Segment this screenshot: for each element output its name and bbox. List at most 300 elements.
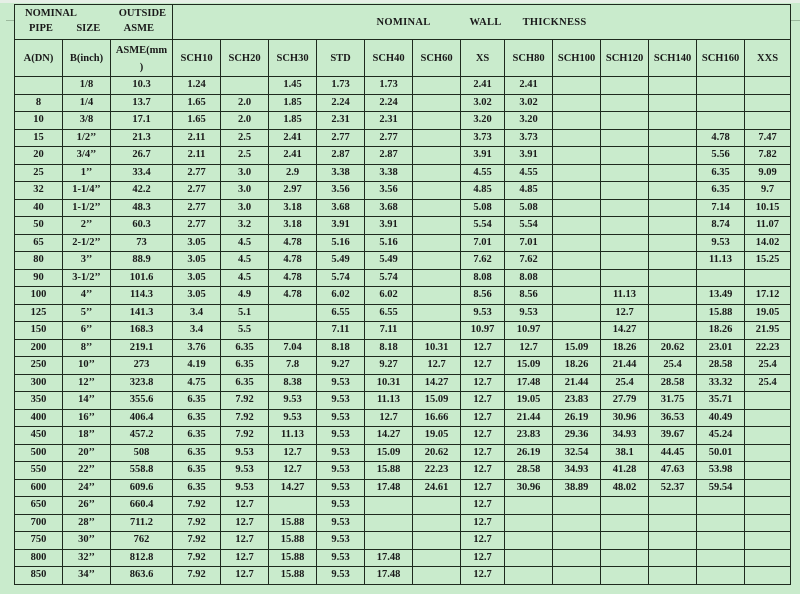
table-cell: 12.7 — [461, 462, 505, 480]
table-cell: 5.49 — [365, 252, 413, 270]
table-cell — [601, 234, 649, 252]
table-cell: 2.11 — [173, 129, 221, 147]
table-cell — [413, 514, 461, 532]
table-cell: 12.7 — [461, 409, 505, 427]
table-cell: 9.53 — [317, 532, 365, 550]
column-header: SCH60 — [413, 40, 461, 77]
table-cell — [553, 77, 601, 95]
table-cell: 40 — [15, 199, 63, 217]
table-cell: 1/8 — [63, 77, 111, 95]
table-row — [15, 129, 791, 147]
table-cell: 10.31 — [365, 374, 413, 392]
table-row — [15, 479, 791, 497]
table-row — [15, 147, 791, 165]
table-cell: 19.05 — [413, 427, 461, 445]
header-word: WALL — [469, 16, 502, 28]
table-cell: 34.93 — [601, 427, 649, 445]
table-cell — [413, 164, 461, 182]
table-cell — [553, 112, 601, 130]
table-cell: 1/2’’ — [63, 129, 111, 147]
table-cell: 8 — [15, 94, 63, 112]
table-cell: 150 — [15, 322, 63, 340]
table-cell: 12.7 — [461, 479, 505, 497]
table-cell — [365, 532, 413, 550]
table-cell: 28’’ — [63, 514, 111, 532]
table-cell: 21.44 — [601, 357, 649, 375]
table-cell: 6.35 — [697, 182, 745, 200]
table-cell: 12.7 — [461, 357, 505, 375]
table-cell: 44.45 — [649, 444, 697, 462]
table-row — [15, 444, 791, 462]
table-cell: 2.77 — [173, 164, 221, 182]
table-cell — [413, 129, 461, 147]
table-cell — [413, 252, 461, 270]
table-cell — [601, 182, 649, 200]
table-cell: 2.5 — [221, 147, 269, 165]
table-cell: 9.53 — [697, 234, 745, 252]
table-cell: 12.7 — [461, 549, 505, 567]
table-cell: 27.79 — [601, 392, 649, 410]
table-cell: 5.5 — [221, 322, 269, 340]
table-cell: 15.09 — [553, 339, 601, 357]
table-cell: 1.85 — [269, 94, 317, 112]
table-cell: 34’’ — [63, 567, 111, 585]
table-row — [15, 182, 791, 200]
table-cell: 9.53 — [317, 427, 365, 445]
table-cell: 8.08 — [505, 269, 553, 287]
table-cell: 5.74 — [317, 269, 365, 287]
table-cell: 9.53 — [317, 444, 365, 462]
table-cell — [745, 514, 791, 532]
table-cell: 2.24 — [317, 94, 365, 112]
table-cell: 8.38 — [269, 374, 317, 392]
header-line-1 — [15, 6, 172, 21]
table-cell: 4.5 — [221, 234, 269, 252]
table-cell: 12.7 — [461, 392, 505, 410]
table-cell: 5’’ — [63, 304, 111, 322]
table-row — [15, 427, 791, 445]
table-cell — [413, 269, 461, 287]
table-cell: 60.3 — [111, 217, 173, 235]
table-cell — [697, 549, 745, 567]
table-cell — [505, 532, 553, 550]
table-cell: 4.78 — [269, 287, 317, 305]
table-cell — [601, 252, 649, 270]
table-cell: 25 — [15, 164, 63, 182]
table-cell — [553, 252, 601, 270]
header-word: PIPE — [29, 23, 53, 34]
column-header: SCH30 — [269, 40, 317, 77]
table-cell — [649, 164, 697, 182]
table-cell — [745, 409, 791, 427]
table-row — [15, 287, 791, 305]
table-row — [15, 269, 791, 287]
table-cell: 1.65 — [173, 112, 221, 130]
table-cell: 200 — [15, 339, 63, 357]
table-cell: 14.27 — [601, 322, 649, 340]
table-cell: 7.82 — [745, 147, 791, 165]
table-cell: 3.38 — [317, 164, 365, 182]
table-cell: 5.16 — [365, 234, 413, 252]
table-cell: 3.05 — [173, 252, 221, 270]
table-cell: 2-1/2’’ — [63, 234, 111, 252]
table-cell: 19.05 — [505, 392, 553, 410]
table-cell: 2.87 — [365, 147, 413, 165]
table-cell — [649, 217, 697, 235]
table-cell: 1.73 — [317, 77, 365, 95]
table-cell: 457.2 — [111, 427, 173, 445]
table-cell: 5.1 — [221, 304, 269, 322]
table-cell: 15.88 — [365, 462, 413, 480]
table-row — [15, 164, 791, 182]
table-cell: 15.88 — [269, 532, 317, 550]
table-cell: 21.95 — [745, 322, 791, 340]
table-cell: 26’’ — [63, 497, 111, 515]
table-cell: 32.54 — [553, 444, 601, 462]
table-cell: 1.85 — [269, 112, 317, 130]
table-row — [15, 514, 791, 532]
table-cell — [413, 549, 461, 567]
table-cell — [221, 77, 269, 95]
table-cell: 650 — [15, 497, 63, 515]
table-cell: 9.53 — [269, 392, 317, 410]
table-cell: 88.9 — [111, 252, 173, 270]
table-cell: 7.92 — [221, 392, 269, 410]
table-cell: 14.02 — [745, 234, 791, 252]
table-cell: 1.65 — [173, 94, 221, 112]
table-cell: 4.5 — [221, 269, 269, 287]
table-cell: 125 — [15, 304, 63, 322]
table-cell — [697, 112, 745, 130]
table-cell: 7.04 — [269, 339, 317, 357]
table-cell — [745, 269, 791, 287]
table-cell: 9.53 — [317, 374, 365, 392]
table-cell: 10.97 — [505, 322, 553, 340]
table-cell: 8’’ — [63, 339, 111, 357]
table-cell: 9.53 — [221, 444, 269, 462]
table-cell: 4.85 — [461, 182, 505, 200]
table-cell: 12’’ — [63, 374, 111, 392]
table-cell: 9.53 — [269, 409, 317, 427]
table-cell: 12.7 — [221, 549, 269, 567]
table-cell: 8.18 — [365, 339, 413, 357]
table-cell — [553, 147, 601, 165]
table-cell: 2.11 — [173, 147, 221, 165]
table-cell — [553, 129, 601, 147]
table-cell: 700 — [15, 514, 63, 532]
table-cell: 3.68 — [365, 199, 413, 217]
table-cell: 2.77 — [173, 217, 221, 235]
table-cell: 3.68 — [317, 199, 365, 217]
table-cell: 50 — [15, 217, 63, 235]
column-header: XS — [461, 40, 505, 77]
table-row — [15, 392, 791, 410]
nominal-wall-thickness-header — [173, 5, 791, 40]
table-cell: 5.49 — [317, 252, 365, 270]
table-cell: 12.7 — [601, 304, 649, 322]
table-cell: 20.62 — [413, 444, 461, 462]
table-cell: 2.41 — [269, 129, 317, 147]
table-cell: 35.71 — [697, 392, 745, 410]
table-cell: 34.93 — [553, 462, 601, 480]
table-cell — [697, 532, 745, 550]
table-cell: 4.78 — [269, 234, 317, 252]
table-cell: 6.02 — [365, 287, 413, 305]
table-cell: 25.4 — [745, 357, 791, 375]
table-cell: 6.35 — [697, 164, 745, 182]
table-cell: 6.35 — [221, 357, 269, 375]
table-cell: 42.2 — [111, 182, 173, 200]
table-cell — [745, 567, 791, 585]
table-cell — [601, 94, 649, 112]
table-row — [15, 497, 791, 515]
table-cell: 28.58 — [505, 462, 553, 480]
table-cell: 2.41 — [505, 77, 553, 95]
header-word: THICKNESS — [522, 16, 587, 28]
table-cell: 20.62 — [649, 339, 697, 357]
table-cell: 850 — [15, 567, 63, 585]
table-cell: 7.01 — [461, 234, 505, 252]
table-cell: 73 — [111, 234, 173, 252]
table-cell — [553, 287, 601, 305]
table-cell — [697, 77, 745, 95]
table-cell — [601, 199, 649, 217]
table-cell — [413, 199, 461, 217]
table-cell: 6.35 — [173, 392, 221, 410]
table-cell: 50.01 — [697, 444, 745, 462]
table-cell — [649, 199, 697, 217]
table-row — [15, 357, 791, 375]
table-cell: 17.1 — [111, 112, 173, 130]
table-cell: 273 — [111, 357, 173, 375]
table-cell: 53.98 — [697, 462, 745, 480]
table-cell: 12.7 — [221, 497, 269, 515]
table-row — [15, 199, 791, 217]
table-cell: 12.7 — [221, 532, 269, 550]
table-cell: 15.25 — [745, 252, 791, 270]
table-cell: 12.7 — [461, 532, 505, 550]
table-cell: 21.3 — [111, 129, 173, 147]
table-cell: 16.66 — [413, 409, 461, 427]
table-cell — [649, 252, 697, 270]
table-cell: 3.91 — [317, 217, 365, 235]
table-cell: 15 — [15, 129, 63, 147]
table-cell: 114.3 — [111, 287, 173, 305]
table-cell: 800 — [15, 549, 63, 567]
table-cell: 13.49 — [697, 287, 745, 305]
table-cell: 6.35 — [173, 427, 221, 445]
column-header: SCH40 — [365, 40, 413, 77]
table-cell — [649, 567, 697, 585]
table-cell: 9.53 — [317, 392, 365, 410]
table-cell: 12.7 — [505, 339, 553, 357]
table-cell: 22.23 — [413, 462, 461, 480]
table-cell: 9.53 — [317, 567, 365, 585]
table-cell: 2.5 — [221, 129, 269, 147]
table-cell: 7.92 — [173, 549, 221, 567]
table-cell: 12.7 — [365, 409, 413, 427]
table-cell: 29.36 — [553, 427, 601, 445]
table-cell: 47.63 — [649, 462, 697, 480]
table-cell — [413, 112, 461, 130]
table-cell: 3.91 — [505, 147, 553, 165]
table-cell: 3.76 — [173, 339, 221, 357]
table-cell — [505, 549, 553, 567]
table-cell: 3.18 — [269, 199, 317, 217]
table-cell: 6.35 — [221, 374, 269, 392]
table-cell: 323.8 — [111, 374, 173, 392]
table-cell — [601, 77, 649, 95]
table-cell — [553, 199, 601, 217]
table-body — [15, 77, 791, 585]
table-cell: 4.5 — [221, 252, 269, 270]
table-cell: 14.27 — [413, 374, 461, 392]
table-row — [15, 462, 791, 480]
table-cell: 20 — [15, 147, 63, 165]
column-header: SCH10 — [173, 40, 221, 77]
table-cell: 3.05 — [173, 287, 221, 305]
table-cell: 3.05 — [173, 234, 221, 252]
table-cell: 2.77 — [173, 182, 221, 200]
table-cell — [365, 497, 413, 515]
table-cell: 12.7 — [461, 514, 505, 532]
table-cell: 9.53 — [317, 497, 365, 515]
table-cell — [697, 94, 745, 112]
table-cell — [697, 497, 745, 515]
table-cell: 5.08 — [461, 199, 505, 217]
table-cell — [553, 567, 601, 585]
table-cell: 9.53 — [317, 549, 365, 567]
table-cell — [553, 182, 601, 200]
table-cell: 141.3 — [111, 304, 173, 322]
table-cell — [649, 234, 697, 252]
table-cell: 3.73 — [505, 129, 553, 147]
table-cell: 1.24 — [173, 77, 221, 95]
table-cell: 12.7 — [461, 374, 505, 392]
header-line-2 — [15, 21, 172, 36]
table-cell: 18.26 — [697, 322, 745, 340]
table-cell: 3.2 — [221, 217, 269, 235]
table-cell: 4.75 — [173, 374, 221, 392]
table-cell: 22’’ — [63, 462, 111, 480]
table-cell: 12.7 — [413, 357, 461, 375]
table-cell: 6.55 — [317, 304, 365, 322]
table-cell: 3.0 — [221, 164, 269, 182]
table-cell — [745, 462, 791, 480]
table-cell — [649, 112, 697, 130]
table-cell: 355.6 — [111, 392, 173, 410]
table-cell — [745, 94, 791, 112]
header-word: OUTSIDE — [118, 8, 167, 19]
table-cell: 14.27 — [365, 427, 413, 445]
table-cell — [649, 532, 697, 550]
table-cell — [745, 497, 791, 515]
table-cell: 609.6 — [111, 479, 173, 497]
pipe-wall-thickness-table — [14, 4, 791, 585]
table-cell — [269, 322, 317, 340]
header-word: NOMINAL — [25, 8, 77, 19]
table-cell: 9.53 — [505, 304, 553, 322]
table-cell: 65 — [15, 234, 63, 252]
table-cell: 3’’ — [63, 252, 111, 270]
column-header: SCH120 — [601, 40, 649, 77]
table-cell — [553, 532, 601, 550]
table-cell — [413, 322, 461, 340]
table-cell: 3-1/2’’ — [63, 269, 111, 287]
table-cell: 3.56 — [365, 182, 413, 200]
table-cell: 10.15 — [745, 199, 791, 217]
table-cell: 3.73 — [461, 129, 505, 147]
table-cell: 23.83 — [505, 427, 553, 445]
table-row — [15, 217, 791, 235]
table-cell: 3.38 — [365, 164, 413, 182]
table-cell: 45.24 — [697, 427, 745, 445]
table-cell: 32’’ — [63, 549, 111, 567]
table-row — [15, 532, 791, 550]
table-cell: 59.54 — [697, 479, 745, 497]
table-cell — [745, 532, 791, 550]
table-cell: 9.53 — [317, 479, 365, 497]
table-cell: 12.7 — [269, 444, 317, 462]
table-row — [15, 112, 791, 130]
table-cell: 10’’ — [63, 357, 111, 375]
table-cell: 10.97 — [461, 322, 505, 340]
table-cell: 2.31 — [365, 112, 413, 130]
table-cell: 9.27 — [365, 357, 413, 375]
table-cell: 2.97 — [269, 182, 317, 200]
table-cell — [413, 532, 461, 550]
table-cell — [553, 304, 601, 322]
table-cell — [745, 392, 791, 410]
table-cell: 12.7 — [461, 427, 505, 445]
table-cell: 5.54 — [505, 217, 553, 235]
table-cell: 3.0 — [221, 182, 269, 200]
table-cell: 30’’ — [63, 532, 111, 550]
table-cell: 9.7 — [745, 182, 791, 200]
table-cell: 2.24 — [365, 94, 413, 112]
table-cell — [413, 217, 461, 235]
table-cell — [697, 567, 745, 585]
table-cell: 7.47 — [745, 129, 791, 147]
table-cell — [745, 444, 791, 462]
table-cell — [505, 567, 553, 585]
table-cell: 10 — [15, 112, 63, 130]
table-cell: 7.92 — [173, 497, 221, 515]
table-cell — [649, 287, 697, 305]
table-cell: 3.20 — [505, 112, 553, 130]
table-cell: 5.54 — [461, 217, 505, 235]
table-cell — [553, 234, 601, 252]
table-cell: 23.01 — [697, 339, 745, 357]
table-cell: 1’’ — [63, 164, 111, 182]
column-header: SCH160 — [697, 40, 745, 77]
table-cell: 12.7 — [221, 567, 269, 585]
table-cell: 8.18 — [317, 339, 365, 357]
table-cell: 2.41 — [269, 147, 317, 165]
table-row — [15, 549, 791, 567]
table-cell — [601, 147, 649, 165]
table-cell: 7.92 — [221, 427, 269, 445]
table-cell: 1-1/2’’ — [63, 199, 111, 217]
table-cell — [745, 549, 791, 567]
table-cell: 6.02 — [317, 287, 365, 305]
table-row — [15, 94, 791, 112]
table-cell: 11.13 — [601, 287, 649, 305]
table-cell: 500 — [15, 444, 63, 462]
table-cell: 16’’ — [63, 409, 111, 427]
table-row — [15, 374, 791, 392]
table-cell: 8.56 — [461, 287, 505, 305]
